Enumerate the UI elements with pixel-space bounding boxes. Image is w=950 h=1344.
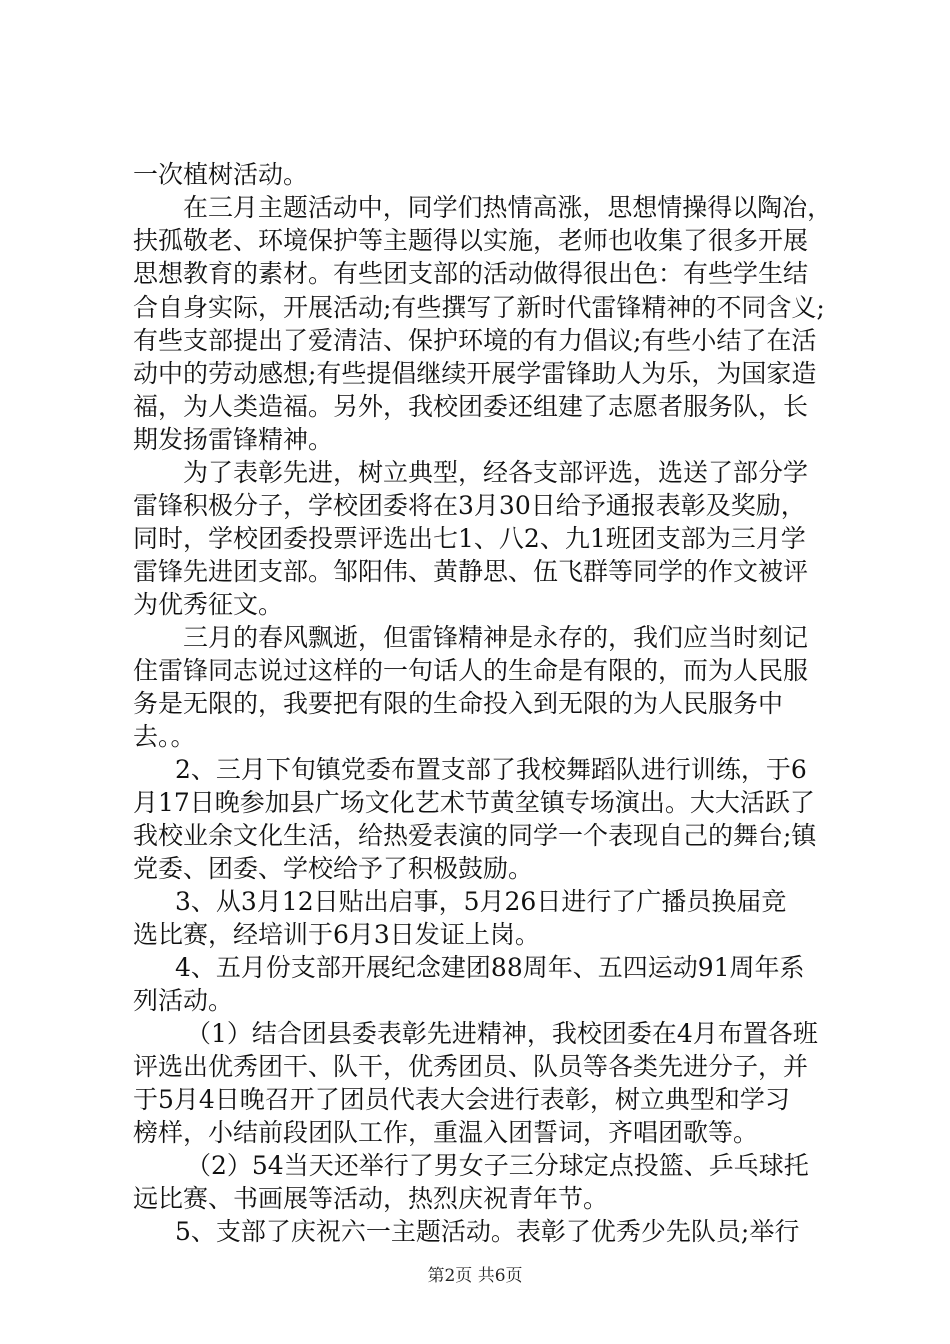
text-line: 三月的春风飘逝，但雷锋精神是永存的，我们应当时刻记 — [183, 623, 809, 652]
text-line: 为优秀征文。 — [133, 590, 284, 619]
text-line: （2）54当天还举行了男女子三分球定点投篮、乒乓球托 — [186, 1151, 809, 1180]
text-line: 务是无限的，我要把有限的生命投入到无限的为人民服务中 — [133, 689, 784, 718]
text-line: 扶孤敬老、环境保护等主题得以实施，老师也收集了很多开展 — [133, 226, 809, 255]
page-number-footer: 第2页 共6页 — [427, 1266, 523, 1286]
text-line: 选比赛，经培训于6月3日发证上岗。 — [133, 920, 540, 949]
text-line: 在三月主题活动中，同学们热情高涨，思想情操得以陶冶， — [183, 193, 833, 222]
text-line: 同时，学校团委投票评选出七1、八2、九1班团支部为三月学 — [133, 524, 806, 553]
text-line: 榜样，小结前段团队工作，重温入团誓词，齐唱团歌等。 — [133, 1118, 759, 1147]
text-line: 5、支部了庆祝六一主题活动。表彰了优秀少先队员;举行 — [175, 1217, 800, 1246]
text-line: 我校业余文化生活，给热爱表演的同学一个表现自己的舞台;镇 — [133, 821, 817, 850]
text-line: 住雷锋同志说过这样的一句话人的生命是有限的，而为人民服 — [133, 656, 809, 685]
text-line: 合自身实际，开展活动;有些撰写了新时代雷锋精神的不同含义; — [133, 293, 825, 322]
text-line: 动中的劳动感想;有些提倡继续开展学雷锋助人为乐，为国家造 — [133, 359, 817, 388]
text-line: 一次植树活动。 — [133, 160, 309, 189]
text-line: 期发扬雷锋精神。 — [133, 425, 334, 454]
text-line: 福，为人类造福。另外，我校团委还组建了志愿者服务队，长 — [133, 392, 809, 421]
text-line: 4、五月份支部开展纪念建团88周年、五四运动91周年系 — [175, 953, 805, 982]
text-line: 列活动。 — [133, 986, 234, 1015]
text-line: 雷锋积极分子，学校团委将在3月30日给予通报表彰及奖励， — [133, 491, 806, 520]
text-line: 有些支部提出了爱清洁、保护环境的有力倡议;有些小结了在活 — [133, 326, 817, 355]
text-line: 月17日晚参加县广场文化艺术节黄坌镇专场演出。大大活跃了 — [133, 788, 815, 817]
text-line: 党委、团委、学校给予了积极鼓励。 — [133, 854, 534, 883]
text-line: 为了表彰先进，树立典型，经各支部评选，选送了部分学 — [183, 458, 809, 487]
text-line: 于5月4日晚召开了团员代表大会进行表彰，树立典型和学习 — [133, 1085, 790, 1114]
text-line: 雷锋先进团支部。邹阳伟、黄静思、伍飞群等同学的作文被评 — [133, 557, 809, 586]
text-line: 2、三月下旬镇党委布置支部了我校舞蹈队进行训练，于6 — [175, 755, 807, 784]
text-line: 去。。 — [133, 722, 196, 751]
text-line: 评选出优秀团干、队干，优秀团员、队员等各类先进分子，并 — [133, 1052, 809, 1081]
text-line: 3、从3月12日贴出启事，5月26日进行了广播员换届竞 — [175, 887, 787, 916]
text-line: 远比赛、书画展等活动，热烈庆祝青年节。 — [133, 1184, 609, 1213]
text-line: （1）结合团县委表彰先进精神，我校团委在4月布置各班 — [186, 1019, 818, 1048]
text-line: 思想教育的素材。有些团支部的活动做得很出色：有些学生结 — [133, 259, 809, 288]
